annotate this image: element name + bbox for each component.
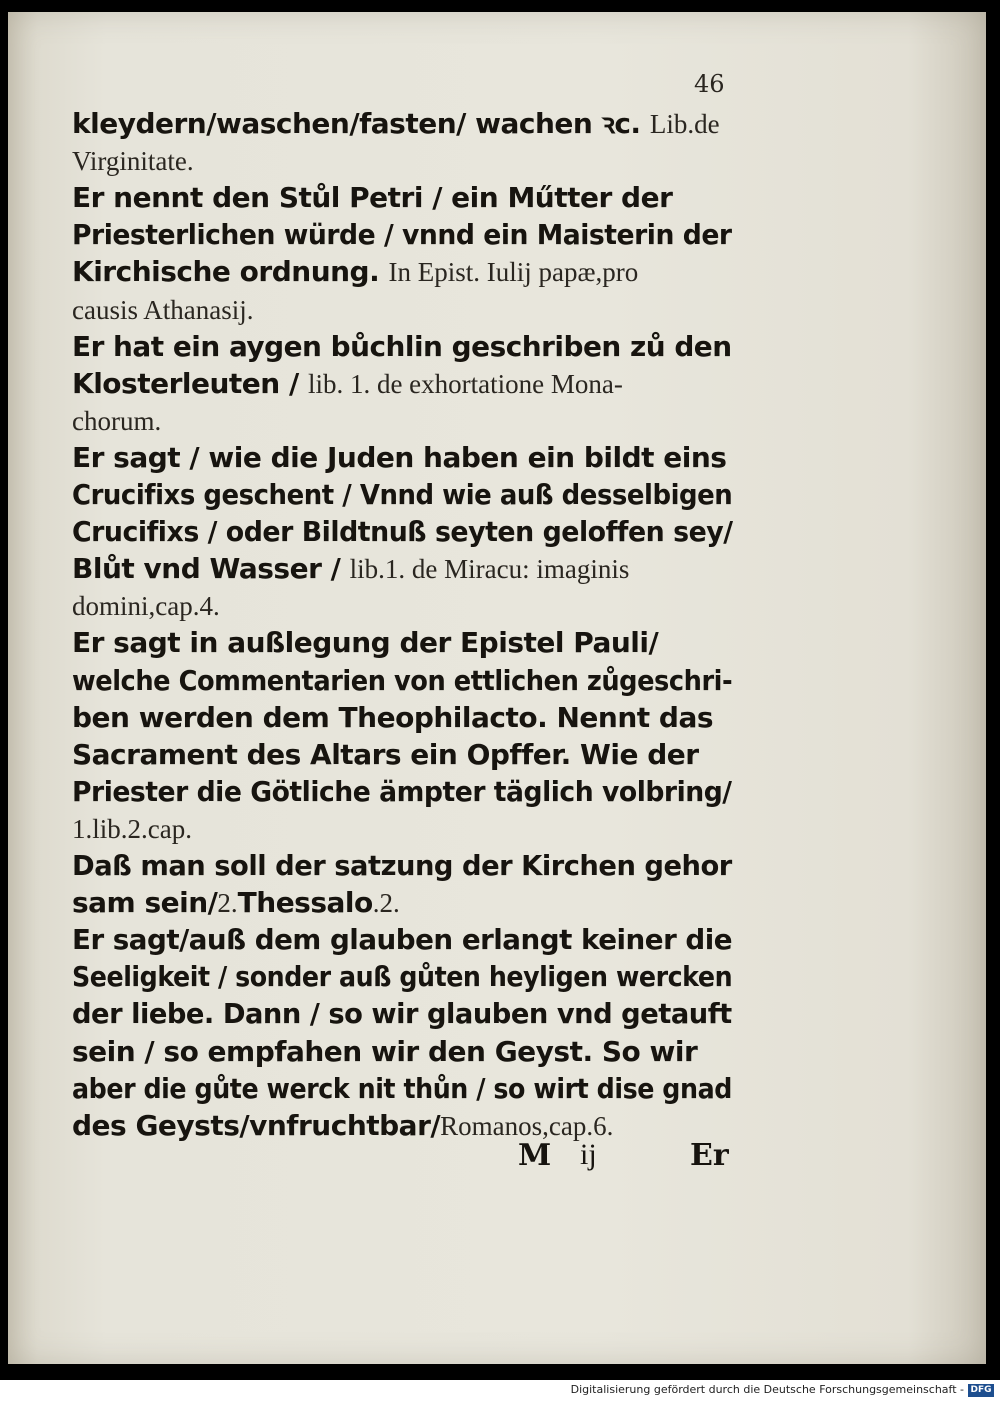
- text-line: [72, 700, 713, 736]
- blackletter-text: aber die gůte werck nit thůn / so wirt dise gnad: [72, 1072, 732, 1105]
- blackletter-text: Er nennt den Stůl Petri / ein Műtter der: [72, 181, 673, 214]
- text-line: [72, 403, 161, 439]
- text-line: [72, 143, 194, 179]
- latin-citation: Virginitate.: [72, 146, 194, 176]
- blackletter-text: Crucifixs geschent / Vnnd wie auß desselbigen: [72, 478, 733, 511]
- blackletter-text: sein / so empfahen wir den Geyst. So wir: [72, 1035, 698, 1068]
- blackletter-text: Er sagt/auß dem glauben erlangt keiner die: [72, 923, 733, 956]
- text-line: [72, 588, 220, 624]
- signature-number: ij: [580, 1138, 597, 1171]
- page-number: 46: [694, 70, 725, 98]
- funding-credit: Digitalisierung gefördert durch die Deutsche Forschungsgemeinschaft -: [570, 1383, 964, 1396]
- blackletter-text: kleydern/waschen/fasten/ wachen ꝛc.: [72, 107, 650, 140]
- latin-citation: domini,cap.4.: [72, 591, 220, 621]
- blackletter-text: Kirchische ordnung.: [72, 255, 389, 288]
- latin-citation: 2.: [217, 888, 238, 918]
- signature-mark: M: [518, 1138, 552, 1173]
- text-line: [72, 663, 732, 699]
- blackletter-text: Crucifixs / oder Bildtnuß seyten geloffen sey/: [72, 515, 733, 548]
- text-line: [72, 1034, 697, 1070]
- blackletter-text: Daß man soll der satzung der Kirchen gehor: [72, 849, 732, 882]
- blackletter-text: ben werden dem Theophilacto. Nennt das: [72, 701, 714, 734]
- blackletter-text: der liebe. Dann / so wir glauben vnd getauft: [72, 997, 732, 1030]
- blackletter-text: welche Commentarien von ettlichen zůgeschri-: [72, 664, 733, 697]
- latin-citation: chorum.: [72, 406, 162, 436]
- blackletter-text: Er sagt / wie die Juden haben ein bildt eins: [72, 441, 727, 474]
- blackletter-text: Priester die Götliche ämpter täglich volbring/: [72, 775, 732, 808]
- latin-citation: In Epist. Iulij papæ,pro: [388, 257, 639, 287]
- text-line: [72, 292, 253, 328]
- text-line: [72, 811, 192, 847]
- text-line: [72, 106, 720, 142]
- blackletter-text: Er sagt in außlegung der Epistel Pauli/: [72, 626, 659, 659]
- text-line: [72, 1071, 732, 1107]
- latin-citation: .2.: [372, 888, 400, 918]
- text-line: [72, 440, 726, 476]
- text-line: [72, 848, 732, 884]
- text-line: [72, 774, 732, 810]
- latin-citation: causis Athanasij.: [72, 295, 254, 325]
- text-line: [72, 885, 400, 921]
- blackletter-text: Priesterlichen würde / vnnd ein Maisterin der: [72, 218, 732, 251]
- text-line: [72, 737, 699, 773]
- dfg-logo-icon: DFG: [968, 1384, 994, 1397]
- text-line: [72, 514, 733, 550]
- text-line: [72, 254, 638, 290]
- latin-citation: 1.lib.2.cap.: [72, 814, 192, 844]
- catchword: Er: [690, 1138, 729, 1173]
- text-line: [72, 477, 732, 513]
- latin-citation: lib. 1. de exhortatione Mona-: [307, 369, 623, 399]
- blackletter-text: Sacrament des Altars ein Opffer. Wie der: [72, 738, 699, 771]
- latin-citation: Romanos,cap.6.: [440, 1111, 614, 1141]
- blackletter-text: sam sein/: [72, 886, 218, 919]
- blackletter-text: Klosterleuten /: [72, 367, 308, 400]
- blackletter-text: des Geysts/vnfruchtbar/: [72, 1109, 441, 1142]
- text-line: [72, 366, 623, 402]
- text-line: [72, 625, 658, 661]
- blackletter-text: Seeligkeit / sonder auß gůten heyligen wercken: [72, 960, 733, 993]
- latin-citation: Lib.de: [649, 109, 720, 139]
- blackletter-text: Blůt vnd Wasser /: [72, 552, 350, 585]
- blackletter-text: Thessalo: [237, 886, 373, 919]
- latin-citation: lib.1. de Miracu: imaginis: [349, 554, 630, 584]
- text-line: [72, 217, 732, 253]
- text-line: [72, 922, 732, 958]
- text-line: [72, 551, 629, 587]
- catchline: [518, 1138, 738, 1178]
- blackletter-text: Er hat ein aygen bůchlin geschriben zů den: [72, 330, 732, 363]
- text-line: [72, 329, 732, 365]
- footer-bar: [0, 1380, 1000, 1401]
- book-page: [8, 12, 986, 1364]
- text-line: [72, 959, 732, 995]
- text-line: [72, 996, 732, 1032]
- text-line: [72, 180, 672, 216]
